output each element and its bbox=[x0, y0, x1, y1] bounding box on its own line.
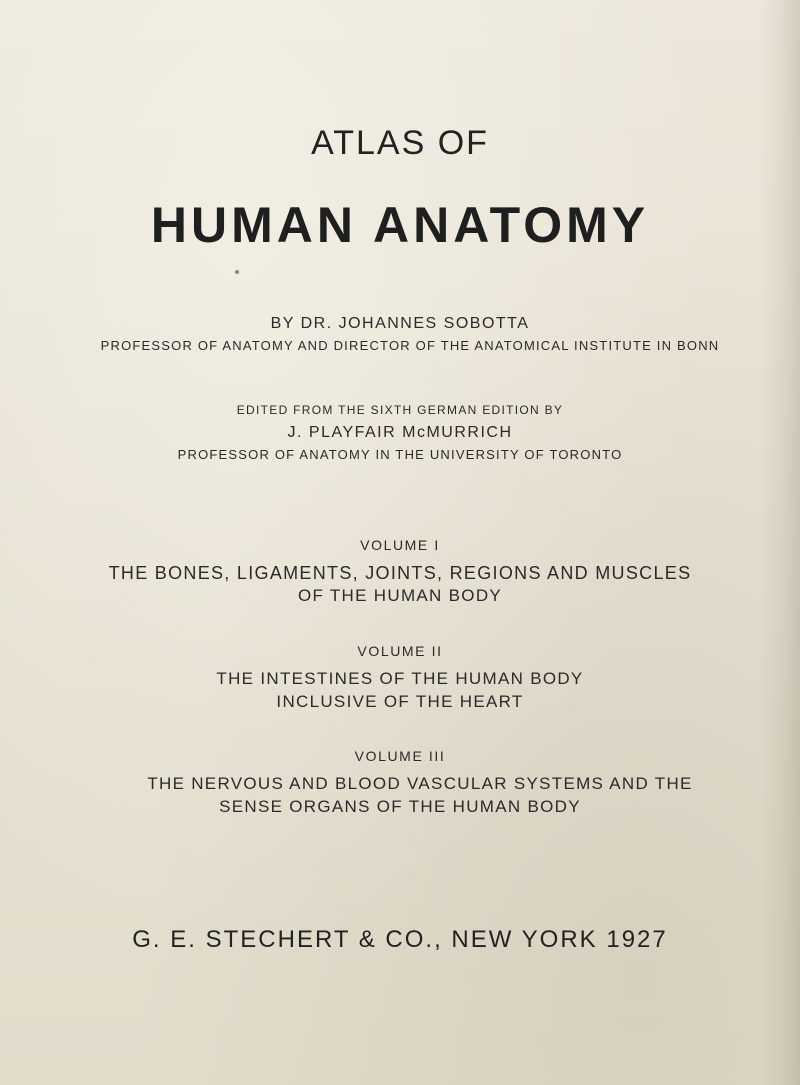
volume-2-description-line-1: THE INTESTINES OF THE HUMAN BODY bbox=[216, 669, 584, 688]
author-name: BY DR. JOHANNES SOBOTTA bbox=[270, 315, 530, 332]
volume-1-description-line-2: OF THE HUMAN BODY bbox=[297, 586, 503, 605]
author-role: PROFESSOR OF ANATOMY AND DIRECTOR OF THE ANATOMICAL INSTITUTE IN BONN bbox=[100, 338, 720, 353]
edition-note: EDITED FROM THE SIXTH GERMAN EDITION BY bbox=[236, 403, 564, 417]
title-line-1: ATLAS OF bbox=[311, 124, 489, 162]
main-title: HUMAN ANATOMY bbox=[150, 197, 650, 253]
editor-name: J. PLAYFAIR McMURRICH bbox=[287, 424, 513, 441]
publisher-imprint: G. E. STECHERT & CO., NEW YORK 1927 bbox=[132, 926, 668, 953]
volume-2-label: VOLUME II bbox=[357, 643, 443, 659]
ink-dot bbox=[235, 270, 239, 274]
editor-role: PROFESSOR OF ANATOMY IN THE UNIVERSITY OF TORONTO bbox=[177, 447, 623, 462]
volume-3-description-line-1: THE NERVOUS AND BLOOD VASCULAR SYSTEMS AND THE bbox=[147, 774, 693, 793]
volume-1-description-line-1: THE BONES, LIGAMENTS, JOINTS, REGIONS AND MUSCLES bbox=[108, 563, 692, 583]
volume-1-label: VOLUME I bbox=[360, 537, 440, 553]
volume-3-label: VOLUME III bbox=[354, 748, 446, 764]
volume-2-description-line-2: INCLUSIVE OF THE HEART bbox=[276, 692, 524, 711]
volume-3-description-line-2: SENSE ORGANS OF THE HUMAN BODY bbox=[219, 797, 581, 816]
